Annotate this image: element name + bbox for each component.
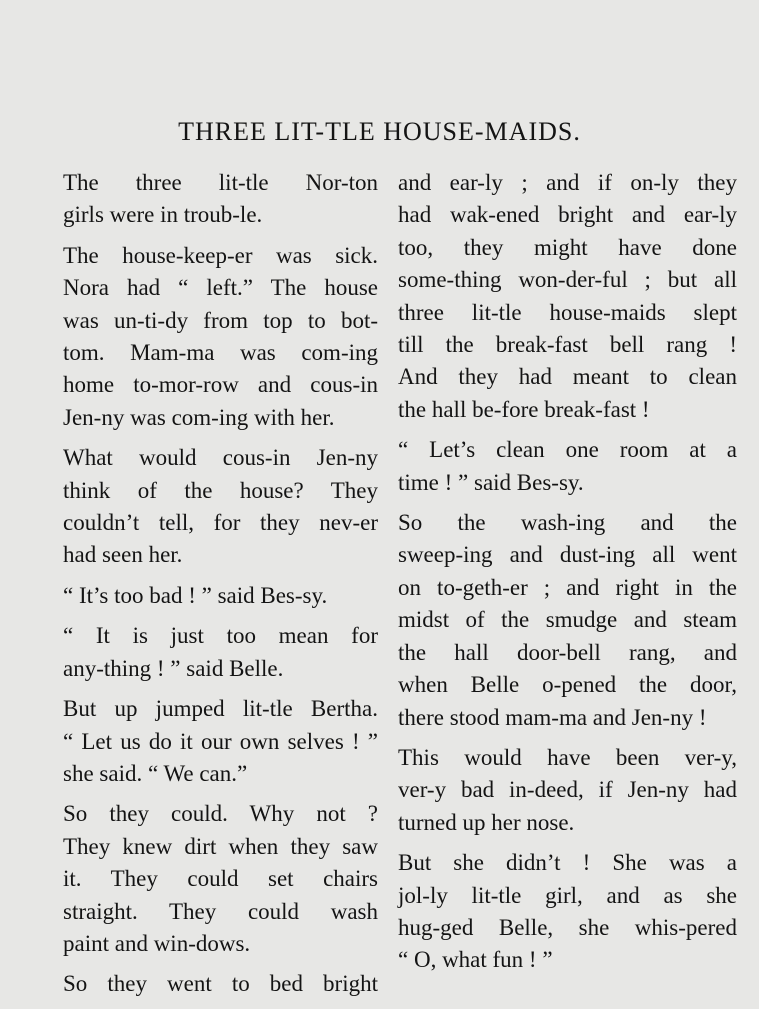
text-line: “ It is just too mean for	[63, 623, 378, 649]
text-line: “ It’s too bad ! ” said Bes-sy.	[63, 582, 328, 608]
text-line: couldn’t tell, for they nev-er	[63, 510, 378, 536]
text-line: the hall door-bell rang, and	[398, 639, 737, 665]
left-column	[63, 167, 378, 1009]
text-line: The three lit-tle Nor-ton	[63, 170, 378, 195]
text-line: on to-geth-er ; and right in the	[398, 574, 737, 600]
text-line: had wak-ened bright and ear-ly	[398, 202, 737, 228]
text-line: any-thing ! ” said Belle.	[63, 655, 284, 681]
text-line: straight. They could wash	[63, 898, 378, 924]
text-line: Nora had “ left.” The house	[63, 275, 378, 301]
text-line: tom. Mam-ma was com-ing	[63, 340, 378, 366]
text-line: too, they might have done	[398, 234, 737, 260]
paragraph	[63, 167, 378, 232]
text-line: ver-y bad in-deed, if Jen-ny had	[398, 777, 737, 803]
text-line: she said. “ We can.”	[63, 760, 248, 786]
text-line: They knew dirt when they saw	[63, 833, 378, 859]
paragraph	[63, 693, 378, 790]
paragraph	[63, 580, 378, 612]
text-line: So they went to bed bright	[63, 971, 378, 997]
text-line: But she didn’t ! She was a	[398, 850, 737, 876]
paragraph	[63, 968, 378, 1000]
text-line: when Belle o-pened the door,	[398, 672, 737, 698]
text-line: “ Let us do it our own selves ! ”	[63, 728, 378, 754]
paragraph	[63, 798, 378, 960]
text-line: midst of the smudge and steam	[398, 607, 737, 633]
right-column	[398, 167, 737, 985]
text-line: girls were in troub-le.	[63, 202, 263, 228]
text-line: there stood mam-ma and Jen-ny !	[398, 704, 707, 730]
paragraph	[398, 847, 737, 977]
paragraph	[63, 240, 378, 434]
text-line: This would have been ver-y,	[398, 744, 737, 770]
text-line: So they could. Why not ?	[63, 801, 378, 827]
text-line: The house-keep-er was sick.	[63, 242, 378, 268]
text-line: So the wash-ing and the	[398, 510, 737, 536]
text-line: And they had meant to clean	[398, 364, 737, 390]
text-line: the hall be-fore break-fast !	[398, 396, 650, 422]
text-line: home to-mor-row and cous-in	[63, 372, 378, 398]
paragraph	[398, 507, 737, 734]
text-line: “ Let’s clean one room at a	[398, 437, 737, 463]
paragraph	[398, 742, 737, 839]
paragraph	[63, 442, 378, 572]
text-line: it. They could set chairs	[63, 866, 378, 892]
text-line: hug-ged Belle, she whis-pered	[398, 914, 737, 940]
text-line: But up jumped lit-tle Bertha.	[63, 696, 378, 722]
paragraph	[63, 620, 378, 685]
page-title: THREE LIT-TLE HOUSE-MAIDS.	[178, 117, 581, 146]
text-line: time ! ” said Bes-sy.	[398, 469, 584, 495]
text-line: sweep-ing and dust-ing all went	[398, 542, 737, 568]
text-line: “ O, what fun ! ”	[398, 947, 553, 973]
text-line: was un-ti-dy from top to bot-	[63, 307, 378, 333]
paragraph	[398, 434, 737, 499]
text-line: three lit-tle house-maids slept	[398, 299, 737, 325]
text-line: jol-ly lit-tle girl, and as she	[398, 882, 737, 908]
text-line: think of the house? They	[63, 477, 378, 503]
text-line: Jen-ny was com-ing with her.	[63, 404, 335, 430]
text-line: and ear-ly ; and if on-ly they	[398, 170, 737, 195]
text-line: paint and win-dows.	[63, 930, 251, 956]
text-line: some-thing won-der-ful ; but all	[398, 267, 737, 293]
text-line: till the break-fast bell rang !	[398, 332, 737, 358]
text-line: What would cous-in Jen-ny	[63, 445, 378, 471]
text-line: had seen her.	[63, 542, 183, 568]
paragraph	[398, 167, 737, 426]
text-line: turned up her nose.	[398, 809, 575, 835]
